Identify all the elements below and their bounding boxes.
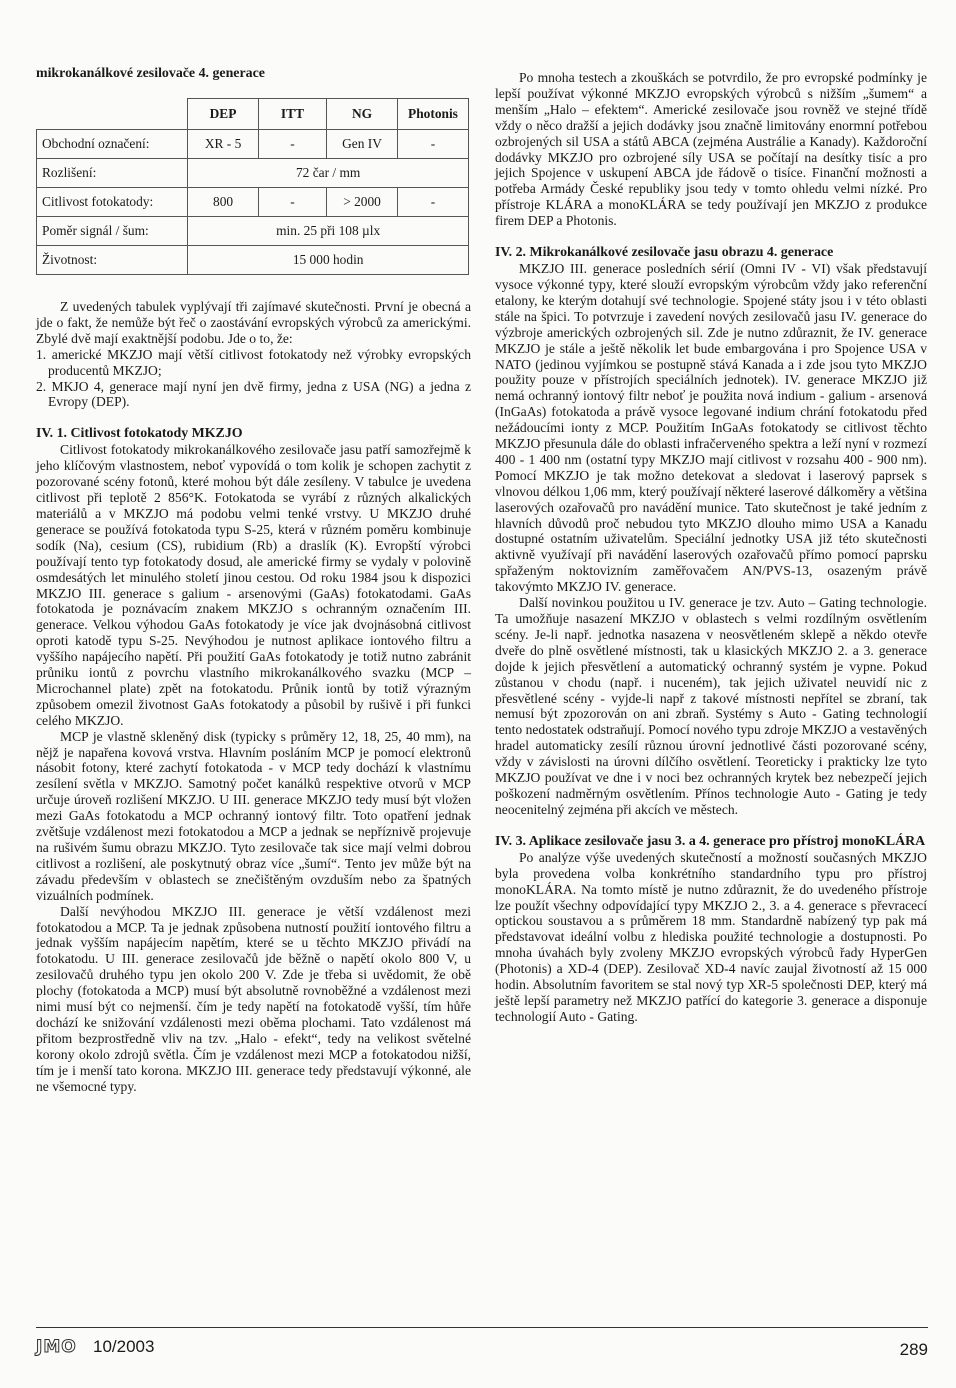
body-paragraph: MKZJO III. generace posledních sérií (Omni IV - VI) však představují vysoce výkonné typy, které slouží evropským výrobcům vždy jako referenční etalony, ke kterým dotahují své technologie. Spojené státy jsou i v této oblasti stále na špici. To potvrzuje i zavedení nových zesilovačů jasu IV. generace do výzbroje amerických ozbrojených sil. Zde je nutno zdůraznit, že IV. generace MKZJO je stále a ještě několik let bude embargována i pro Spojence USA v NATO (jedinou vyjímkou se postupně stává Kanada a i zde jsou tyto MKZJO použity pouze v přístrojích speciálních jednotek). IV. generace MKZJO již nemá ochranný iontový filtr neboť je použita nová indium - galium - arsenová (InGaAs) fotokatoda a právě vysoce legované indium chrání fotokatodu před nežádoucími ionty z MCP. Použitím InGaAs fotokatody se citlivost těchto MKZJO přesunula dále do oblasti infračerveného spektra a leží nyní v rozmezí 400 - 1 400 nm (ostatní typy MKZJO mají citlivost v rozsahu 400 - 900 nm). Pomocí MKZJO je tak možno detekovat a sledovat i laserový paprsek s vlnovou délkou 1,06 mm, který používají některé laserové dálkoměry a většina laserových ozařovačů pro navádění munice. Tato skutečnost je také jedním z hlavních důvodů proč nebudou tyto MKZJO dlouho mimo USA a Kanadu dostupné ostatním uživatelům. Speciální jednotky USA již této skutečnosti aktivně využívají při navádění laserových ozařovačů přímo pomocí paprsku spřaženým noktovizním zaměřovačem AN/PVS-13, osazeným právě takovýmto MKZJO IV. generace. [495,261,927,595]
table-cell-span: min. 25 při 108 µlx [188,217,469,246]
table-header-empty [37,99,188,130]
table-row [37,130,469,159]
findings-list [36,347,471,411]
jmo-logo: JMO [36,1337,77,1357]
table-title: mikrokanálkové zesilovače 4. generace [36,66,265,81]
table-cell: - [397,188,468,217]
body-paragraph: MCP je vlastně skleněný disk (typicky s průměry 12, 18, 25, 40 mm), na nějž je napařena kovová vrstva. Hlavním posláním MCP je pomocí elektronů násobit fotony, které zachytí fotokatoda - v MCP tedy dochází k vlastnímu zesílení světla v MKZJO. Samotný počet kanálků respektive otvorů v MCP určuje úroveň rozlišení MKZJO. U III. generace MKZJO tedy musí být vložen mezi GaAs fotokatodu a MCP ochranný iontový filtr. Toto opatření jednak zvětšuje vzdálenost mezi fotokatodou a MCP a jednak se nepříznivě projevuje na rušivém šumu obrazu MKZJO. Tyto zesilovače tak sice mají velmi dobrou citlivost a rozlišení, ale poskytnutý obraz více „šumí“. Tento jev může být na závadu především v oblastech se znečištěným ovzduším nebo za špatných vizuálních podmínek. [36,728,471,903]
body-paragraph: Po mnoha testech a zkouškách se potvrdilo, že pro evropské podmínky je lepší používat výkonné MKZJO evropských výrobců s nižším „šumem“ a menším „Halo – efektem“. Americké zesilovače jsou rovněž ve stejné třídě vždy o něco dražší a jejich dodávky jsou značně limitovány enormní potřebou ozbrojených sil USA a států ABCA (zejména Austrálie a Kanady). Každoroční dodávky MKZJO pro ozbrojené síly USA se počítají na desítky tisíc a pro jejich Spojence v uskupení ABCA jde řádově o tisíce. Finanční možnosti a potřeba Armády České republiky jsou tedy v tomto ohledu velmi nízké. Pro přístroje KLÁRA a monoKLÁRA se tedy používají jen MKZJO z produkce firem DEP a Photonis. [495,70,927,229]
body-paragraph: Další novinkou použitou u IV. generace je tzv. Auto – Gating technologie. Ta umožňuje nasazení MKZJO v oblastech s velmi rozdílným osvětlením scény. Je-li např. jednotka nasazena v neosvětleném sklepě a někdo otevře dveře do plně osvětlené místnosti, tak u klasických MKZJO 2. a 3. generace dojde k jejich přesvětlení a automatický ochranný systém je vypne. Pokud zůstanou v chodu (např. i nuceném), tak jejich uživatel neuvidí nic z přesvětlené scény - vyjde-li např z takové místnosti nepřítel se zbraní, tak nemusí být zpozorován on ani zbraň. Systémy s Auto - Gating technologií tento nedostatek odstraňují. Pomocí nového typu zdroje MKZJO a vestavěných hradel automaticky zesílí různou úrovní jednotlivé části pozorované scény, vždy v závislosti na úrovni dílčího osvětlení. Teoreticky i prakticky lze tyto MKZJO používat ve dne i v noci bez ochranných krytek bez nebezpečí jejich poškození nadměrným osvětlením. Přínos technologie Auto - Gating je tedy neocenitelný zejména při akcích ve městech. [495,595,927,817]
left-column [36,66,471,1095]
intro-paragraph: Z uvedených tabulek vyplývají tři zajímavé skutečnosti. První je obecná a jde o fakt, že nemůže být řeč o zaostávání evropských výrobců za americkými. Zbylé dvě mají exaktnější podobu. Jde o to, že: [36,299,471,346]
section-heading: IV. 3. Aplikace zesilovače jasu 3. a 4. generace pro přístroj monoKLÁRA [495,833,926,849]
table-cell: - [258,130,326,159]
section-heading: IV. 1. Citlivost fotokatody MKZJO [36,426,243,442]
table-header-row [37,99,469,130]
row-label: Životnost: [37,246,188,275]
row-label: Rozlišení: [37,159,188,188]
table-cell: - [397,130,468,159]
list-item: 2. MKJO 4, generace mají nyní jen dvě firmy, jedna z USA (NG) a jedna z Evropy (DEP). [36,378,471,410]
table-cell-span: 15 000 hodin [188,246,469,275]
table-cell: XR - 5 [188,130,258,159]
table-row [37,188,469,217]
table-cell-span: 72 čar / mm [188,159,469,188]
issue-number: 10/2003 [93,1337,155,1356]
table-header-photonis: Photonis [397,99,468,130]
row-label: Poměr signál / šum: [37,217,188,246]
table-row [37,246,469,275]
right-column [495,70,927,1025]
footer-rule [36,1327,928,1328]
table-row [37,217,469,246]
body-paragraph: Citlivost fotokatody mikrokanálkového zesilovače jasu patří samozřejmě k jeho klíčovým vlastnostem, neboť vypovídá o tom kolik je schopen zachytit z pozorované scény fotonů, které mohou být dále zesíleny. V tabulce je uvedena citlivost při teplotě 2 856°K. Fotokatoda se vyrábí z různých alkalických materiálů a v MKZJO má podobu velmi tenké vrstvy. U MKZJO druhé generace se používá fotokatoda typu S-25, která v různém poměru kombinuje sodík (Na), cesium (CS), rubidium (Rb) a draslík (K). Evropští výrobci používají tento typ fotokatody dosud, ale americké firmy se vydaly v polovině osmdesátých let minulého století jinou cestou. Od roku 1984 jsou k dispozici MKZJO III. generace s galium - arsenovými (GaAs) fotokatodami. GaAs fotokatoda je poznávacím znakem MKZJO s ochranným označením III. generace. Velkou výhodou GaAs fotokatody je více jak dvojnásobná citlivost oproti katodě typu S-25. Nevýhodou je nutnost aplikace iontového filtru a vyššího napájecího napětí. Při použití GaAs fotokatody je totiž nutno zabránit průniku iontů z povrchu vlastního mikrokanálkového svazku (MCP – Microchannel plate) zpět na fotokatodu. Průnik iontů by totiž výrazným způsobem omezil životnost GaAs fotokatody a působil by rušivě i při funkci celého MKZJO. [36,442,471,728]
list-item: 1. americké MKZJO mají větší citlivost fotokatody než výrobky evropských producentů MKZJO; [36,346,471,378]
body-paragraph: Po analýze výše uvedených skutečností a možností současných MKZJO byla provedena volba konkrétního standardního typu pro přístroj monoKLÁRA. Na tomto místě je nutno zdůraznit, že do uvedeného přístroje lze použít všechny odpovídající typy MKZJO 2., 3. a 4. generace s převracecí optickou soustavou a s průměrem 18 mm. Standardně nabízený typ pak má představovat ideální volbu z hlediska použité technologie a dostupnosti. Po mnoha úvahách byly zvoleny MKZJO evropských výrobců řady HyperGen (Photonis) a XD-4 (DEP). Zesilovač XD-4 navíc zaujal životností až 15 000 hodin. Absolutním favoritem se stal nový typ XR-5 společnosti DEP, který má ještě lepší parametry než MKZJO patřící do kategorie 3. generace a disponuje technologií Auto - Gating. [495,849,927,1024]
table-cell: - [258,188,326,217]
table-cell: Gen IV [327,130,398,159]
table-cell: > 2000 [327,188,398,217]
body-paragraph: Další nevýhodou MKZJO III. generace je větší vzdálenost mezi fotokatodou a MCP. Ta je jednak způsobena nutností použití iontového filtru a jednak vyšším napájecím napětím, které se u těchto MKZJO přivádí na fotokatodu. U III. generace zesilovačů jde běžně o napětí okolo 800 V, u zesilovačů druhého typu jen okolo 200 V. Zde je třeba si uvědomit, že obě plochy (fotokatoda a MCP) musí být absolutně rovnoběžné a vzdálenost mezi nimi musí být co nejmenší. čím je tedy napětí na fotokatodě vyšší, tím hůře dochází ke snižování vzdálenosti mezi oběma plochami. Tato vzdálenost má přitom bezprostředně vliv na tzv. „Halo - efekt“, tedy na velikost světelné korony okolo zdrojů světla. Čím je vzdálenost mezi MCP a fotokatodou nižší, tím je i menší tato korona. MKZJO III. generace tedy představují výkonné, ale ne všemocné typy. [36,903,471,1094]
row-label: Obchodní označení: [37,130,188,159]
table-header-itt: ITT [258,99,326,130]
section-heading: IV. 2. Mikrokanálkové zesilovače jasu obrazu 4. generace [495,245,834,261]
spec-table [36,98,469,275]
table-header-ng: NG [327,99,398,130]
table-cell: 800 [188,188,258,217]
table-header-dep: DEP [188,99,258,130]
row-label: Citlivost fotokatody: [37,188,188,217]
table-row [37,159,469,188]
page-number: 289 [899,1340,928,1359]
